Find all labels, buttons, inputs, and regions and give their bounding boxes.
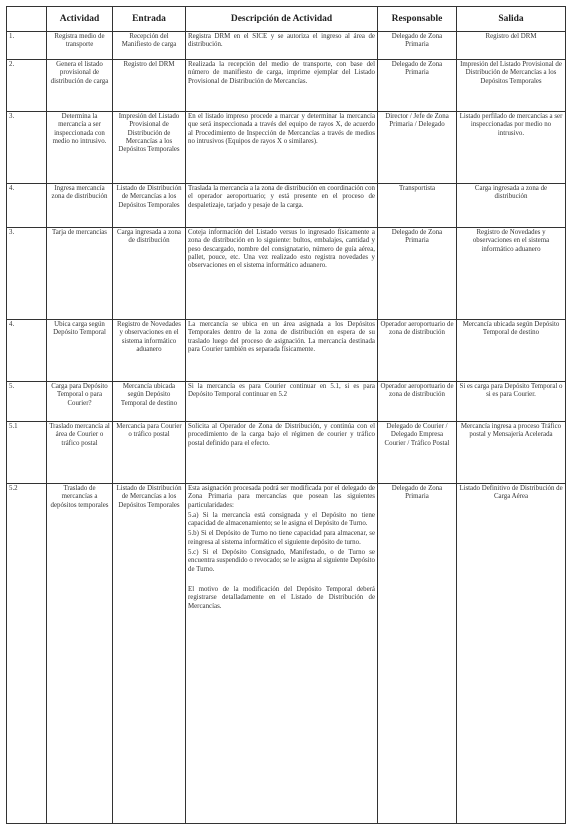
row-number-text: 1.: [9, 33, 15, 40]
actividad-cell: [47, 228, 113, 320]
descripcion-cell: [186, 184, 378, 228]
entrada-cell: [113, 228, 186, 320]
header-actividad: Actividad: [47, 7, 113, 32]
salida-cell-text: Registro de Novedades y observaciones en el sistema informático aduanero: [472, 229, 550, 253]
salida-cell: [457, 60, 566, 112]
process-table: [6, 6, 566, 824]
descripcion-paragraph: 5.a) Si la mercancía está consignada y el Depósito no tiene capacidad de almacenamiento; se le asigna el Depósito de Turno.: [188, 511, 375, 528]
salida-cell-text: Impresión del Listado Provisional de Distribución de Mercancías a los Depósitos Temporales: [460, 61, 562, 85]
descripcion-cell: [186, 422, 378, 484]
actividad-cell: [47, 184, 113, 228]
table-row: [7, 228, 566, 320]
salida-cell-text: Si es carga para Depósito Temporal o si es para Courier.: [459, 383, 563, 399]
salida-cell: [457, 32, 566, 60]
responsable-cell: [378, 320, 457, 382]
header-entrada: Entrada: [113, 7, 186, 32]
actividad-cell-text: Ubica carga según Depósito Temporal: [53, 321, 106, 337]
entrada-cell-text: Mercancía ubicada según Depósito Temporal de destino: [120, 383, 178, 407]
row-number-text: 5.2: [9, 485, 18, 492]
responsable-cell: [378, 32, 457, 60]
row-number: [7, 382, 47, 422]
actividad-cell: [47, 60, 113, 112]
salida-cell: [457, 228, 566, 320]
descripcion-cell: [186, 382, 378, 422]
entrada-cell-text: Registro del DRM: [123, 61, 175, 68]
salida-cell-text: Registro del DRM: [485, 33, 537, 40]
salida-cell: [457, 320, 566, 382]
table-body: [7, 32, 566, 824]
header-number-cell: [7, 7, 47, 32]
salida-cell: [457, 422, 566, 484]
descripcion-paragraph: Solicita al Operador de Zona de Distribución, y continúa con el procedimiento de la carga bajo el régimen de courier y tráfico postal definido para el efecto.: [188, 423, 375, 447]
responsable-cell-text: Director / Jefe de Zona Primaria / Delegado: [385, 113, 449, 129]
responsable-cell: [378, 228, 457, 320]
salida-cell-text: Listado Definitivo de Distribución de Carga Aérea: [459, 485, 563, 501]
responsable-cell-text: Operador aeroportuario de zona de distribución: [380, 383, 454, 399]
salida-cell: [457, 184, 566, 228]
actividad-cell-text: Registra medio de transporte: [54, 33, 105, 49]
actividad-cell: [47, 422, 113, 484]
entrada-cell-text: Mercancía para Courier o tráfico postal: [116, 423, 182, 439]
actividad-cell: [47, 32, 113, 60]
salida-cell-text: Mercancía ingresa a proceso Tráfico postal y Mensajería Acelerada: [460, 423, 562, 439]
row-number: [7, 60, 47, 112]
header-responsable: Responsable: [378, 7, 457, 32]
descripcion-cell: [186, 60, 378, 112]
descripcion-paragraph: En el listado impreso procede a marcar y determinar la mercancía que será inspeccionada a través del equipo de rayos X, de acuerdo al Procedimiento de Inspección de Mercancías a través de medios no intrusivos (Equipos de rayos X o similares).: [188, 113, 375, 145]
row-number-text: 4.: [9, 185, 15, 192]
responsable-cell: [378, 184, 457, 228]
table-row: [7, 60, 566, 112]
row-number-text: 2.: [9, 61, 15, 68]
entrada-cell-text: Recepción del Manifiesto de carga: [121, 33, 177, 49]
table-row: [7, 382, 566, 422]
responsable-cell-text: Delegado de Courier / Delegado Empresa Courier / Tráfico Postal: [384, 423, 450, 447]
entrada-cell: [113, 422, 186, 484]
responsable-cell-text: Operador aeroportuario de zona de distribución: [380, 321, 454, 337]
row-number-text: 4.: [9, 321, 15, 328]
descripcion-paragraph: El motivo de la modificación del Depósito Temporal deberá registrarse detalladamente en el Listado de Distribución de Mercancías.: [188, 585, 375, 610]
row-number: [7, 184, 47, 228]
row-number-text: 3.: [9, 113, 15, 120]
salida-cell-text: Mercancía ubicada según Depósito Temporal de destino: [462, 321, 560, 337]
salida-cell-text: Carga ingresada a zona de distribución: [474, 185, 548, 201]
responsable-cell-text: Delegado de Zona Primaria: [391, 33, 443, 49]
header-salida: Salida: [457, 7, 566, 32]
actividad-cell-text: Tarja de mercancías: [52, 229, 107, 236]
header-row: [7, 7, 566, 32]
responsable-cell-text: Delegado de Zona Primaria: [391, 485, 443, 501]
actividad-cell-text: Genera el listado provisional de distribución de carga: [50, 61, 109, 85]
descripcion-paragraph: Esta asignación procesada podrá ser modificada por el delegado de Zona Primaria para mercancías que posean las siguientes particularidades:: [188, 485, 375, 509]
descripcion-paragraph: Registra DRM en el SICE y se autoriza el ingreso al área de distribución.: [188, 33, 375, 49]
responsable-cell: [378, 422, 457, 484]
responsable-cell: [378, 382, 457, 422]
row-number: [7, 320, 47, 382]
entrada-cell: [113, 60, 186, 112]
descripcion-cell: [186, 320, 378, 382]
salida-cell-text: Listado perfilado de mercancías a ser inspeccionadas por medio no intrusivo.: [459, 113, 563, 137]
actividad-cell: [47, 382, 113, 422]
row-number: [7, 228, 47, 320]
descripcion-cell: [186, 32, 378, 60]
descripcion-paragraph: 5.c) Si el Depósito Consignado, Manifestado, o de Turno se encuentra suspendido o revocado; se le asigna al siguiente Depósito de Turno.: [188, 549, 375, 573]
descripcion-paragraph: Coteja información del Listado versus lo ingresado físicamente a zona de distribución en lo siguiente: bultos, embalajes, cantidad y peso descargado, nombre del consignatario, número de guía aérea, pallet, pouce, etc. Una vez realizado esto registra novedades y observaciones en el sistema informático aduanero.: [188, 229, 375, 270]
row-number: [7, 112, 47, 184]
row-number: [7, 32, 47, 60]
descripcion-cell: [186, 228, 378, 320]
actividad-cell-text: Traslado mercancía al área de Courier o tráfico postal: [49, 423, 110, 447]
entrada-cell: [113, 32, 186, 60]
table-row: [7, 422, 566, 484]
table-row: [7, 32, 566, 60]
responsable-cell-text: Delegado de Zona Primaria: [391, 61, 443, 77]
descripcion-paragraph: Realizada la recepción del medio de transporte, con base del número de manifiesto de carga, imprime ejemplar del Listado Provisional de Distribución de Mercancías.: [188, 61, 375, 85]
table-row: [7, 112, 566, 184]
entrada-cell: [113, 112, 186, 184]
actividad-cell: [47, 112, 113, 184]
descripcion-paragraph: La mercancía se ubica en un área asignada a los Depósitos Temporales dentro de la zona de distribución en espera de su traslado luego del proceso de asignación. La mercancía destinada para Courier también es separada físicamente.: [188, 321, 375, 353]
table-row: [7, 184, 566, 228]
actividad-cell: [47, 320, 113, 382]
responsable-cell-text: Delegado de Zona Primaria: [391, 229, 443, 245]
salida-cell: [457, 112, 566, 184]
entrada-cell-text: Registro de Novedades y observaciones en el sistema informático aduanero: [117, 321, 181, 353]
entrada-cell: [113, 184, 186, 228]
row-number-text: 3.: [9, 229, 15, 236]
entrada-cell-text: Carga ingresada a zona de distribución: [117, 229, 181, 245]
actividad-cell-text: Carga para Depósito Temporal o para Courier?: [51, 383, 108, 407]
actividad-cell-text: Traslado de mercancías a depósitos temporales: [50, 485, 109, 509]
salida-cell: [457, 382, 566, 422]
entrada-cell-text: Listado de Distribución de Mercancías a los Depósitos Temporales: [116, 485, 182, 509]
row-number-text: 5.1: [9, 423, 18, 430]
descripcion-paragraph: Si la mercancía es para Courier continuar en 5.1, si es para Depósito Temporal continuar en 5.2: [188, 383, 375, 399]
responsable-cell-text: Transportista: [398, 185, 436, 192]
descripcion-cell: [186, 112, 378, 184]
actividad-cell-text: Determina la mercancía a ser inspeccionada con medio no intrusivo.: [52, 113, 107, 145]
descripcion-paragraph: 5.b) Si el Depósito de Turno no tiene capacidad para almacenar, se reingresa al sistema informático el siguiente depósito de turno.: [188, 530, 375, 546]
responsable-cell: [378, 112, 457, 184]
table-row: [7, 320, 566, 382]
header-descripcion: Descripción de Actividad: [186, 7, 378, 32]
entrada-cell: [113, 320, 186, 382]
row-number: [7, 422, 47, 484]
row-number-text: 5.: [9, 383, 15, 390]
actividad-cell-text: Ingresa mercancía zona de distribución: [51, 185, 108, 201]
descripcion-paragraph: Traslada la mercancía a la zona de distribución en coordinación con el operador aeroportuario; y está presente en el proceso de despaletizaje, tarjado y pesaje de la carga.: [188, 185, 375, 209]
entrada-cell-text: Listado de Distribución de Mercancías a los Depósitos Temporales: [116, 185, 182, 209]
entrada-cell-text: Impresión del Listado Provisional de Distribución de Mercancías a los Depósitos Temporales: [118, 113, 180, 154]
responsable-cell: [378, 60, 457, 112]
entrada-cell: [113, 382, 186, 422]
